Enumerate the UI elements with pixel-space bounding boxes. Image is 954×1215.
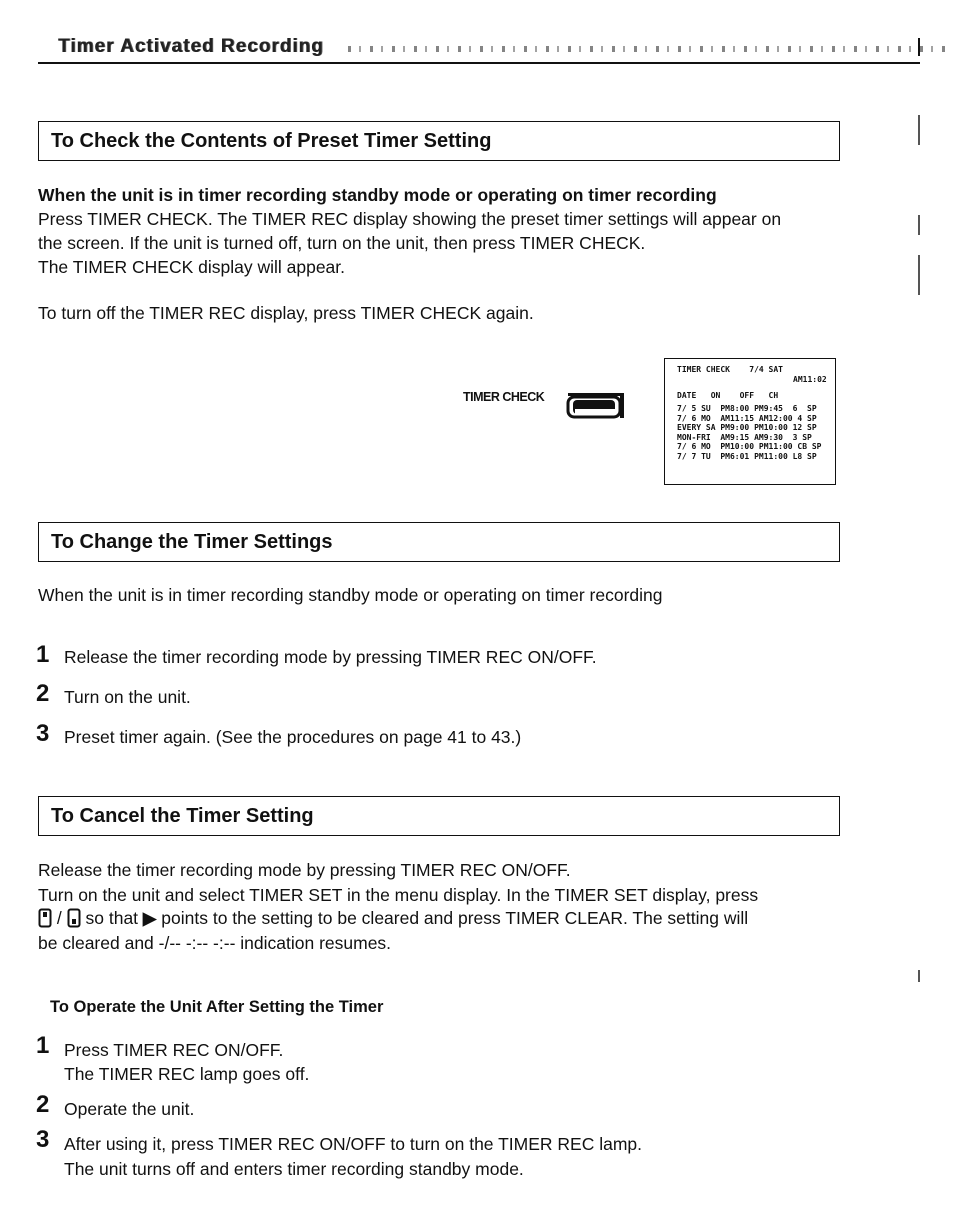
check-lead: When the unit is in timer recording standby mode or operating on timer recording xyxy=(38,185,717,205)
step-number: 1 xyxy=(36,641,50,668)
so-that-text: so that xyxy=(85,908,139,928)
pointer-arrow-icon: ▶ xyxy=(142,908,157,928)
osd-column-headers: DATE ON OFF CH xyxy=(677,391,779,400)
osd-row: 7/ 7 TU PM6:01 PM11:00 L8 SP xyxy=(677,451,817,461)
step-text: Preset timer again. (See the procedures on page 41 to 43.) xyxy=(64,727,522,747)
cancel-section-title: To Cancel the Timer Setting xyxy=(51,805,314,827)
step-number: 1 xyxy=(36,1032,50,1059)
check-body-2: the screen. If the unit is turned off, turn on the unit, then press TIMER CHECK. xyxy=(38,233,646,253)
step-text: Turn on the unit. xyxy=(64,687,191,707)
section-title: Timer Activated Recording xyxy=(58,36,324,57)
up-button-icon xyxy=(38,908,52,928)
step-text: After using it, press TIMER REC ON/OFF to turn on the TIMER REC lamp. xyxy=(64,1134,642,1154)
step-text: Press TIMER REC ON/OFF. xyxy=(64,1040,284,1060)
step-number: 2 xyxy=(36,1091,50,1118)
osd-title: TIMER CHECK 7/4 SAT xyxy=(677,365,783,374)
cancel-line-2: Turn on the unit and select TIMER SET in the menu display. In the TIMER SET display, press xyxy=(38,885,759,905)
cancel-line-1: Release the timer recording mode by pressing TIMER REC ON/OFF. xyxy=(38,860,571,880)
change-lead: When the unit is in timer recording standby mode or operating on timer recording xyxy=(38,585,663,605)
operate-subheading: To Operate the Unit After Setting the Timer xyxy=(50,998,384,1016)
header-rule-texture xyxy=(348,46,948,52)
timer-check-display xyxy=(664,358,836,485)
step-number: 2 xyxy=(36,680,50,707)
step-number: 3 xyxy=(36,720,50,747)
check-section-title: To Check the Contents of Preset Timer Setting xyxy=(51,130,492,152)
margin-mark xyxy=(918,970,920,982)
osd-row: MON-FRI AM9:15 AM9:30 3 SP xyxy=(677,432,812,442)
margin-mark xyxy=(918,255,920,295)
osd-row: 7/ 6 MO AM11:15 AM12:00 4 SP xyxy=(677,413,817,423)
slash-text: / xyxy=(56,908,62,928)
step-subtext: The TIMER REC lamp goes off. xyxy=(64,1064,310,1084)
margin-mark xyxy=(918,115,920,145)
cancel-line-3-rest: points to the setting to be cleared and press TIMER CLEAR. The setting will xyxy=(161,908,749,928)
section-heading-box xyxy=(38,121,840,161)
osd-rows xyxy=(677,404,822,462)
osd-row: 7/ 5 SU PM8:00 PM9:45 6 SP xyxy=(677,404,817,413)
cancel-line-3 xyxy=(38,906,748,930)
page-header xyxy=(38,34,920,64)
change-section-title: To Change the Timer Settings xyxy=(51,531,333,553)
step-number: 3 xyxy=(36,1126,50,1153)
down-button-icon xyxy=(67,908,81,928)
cancel-line-4: be cleared and -/-- -:-- -:-- indication resumes. xyxy=(38,933,392,953)
osd-time: AM11:02 xyxy=(793,375,827,384)
header-end-bar xyxy=(918,38,920,56)
step-text: Operate the unit. xyxy=(64,1099,195,1119)
step-subtext: The unit turns off and enters timer recording standby mode. xyxy=(64,1159,524,1179)
osd-row: EVERY SA PM9:00 PM10:00 12 SP xyxy=(677,423,817,433)
step-text: Release the timer recording mode by pressing TIMER REC ON/OFF. xyxy=(64,647,597,667)
timer-check-button-label: TIMER CHECK xyxy=(463,390,545,404)
margin-mark xyxy=(918,215,920,235)
check-body-1: Press TIMER CHECK. The TIMER REC display showing the preset timer settings will appear on xyxy=(38,209,782,229)
check-body-3: The TIMER CHECK display will appear. xyxy=(38,257,346,277)
section-heading-box xyxy=(38,796,840,836)
timer-check-button-icon xyxy=(565,391,627,419)
osd-row: 7/ 6 MO PM10:00 PM11:00 CB SP xyxy=(677,442,822,452)
section-heading-box xyxy=(38,522,840,562)
check-body-4: To turn off the TIMER REC display, press TIMER CHECK again. xyxy=(38,303,534,323)
